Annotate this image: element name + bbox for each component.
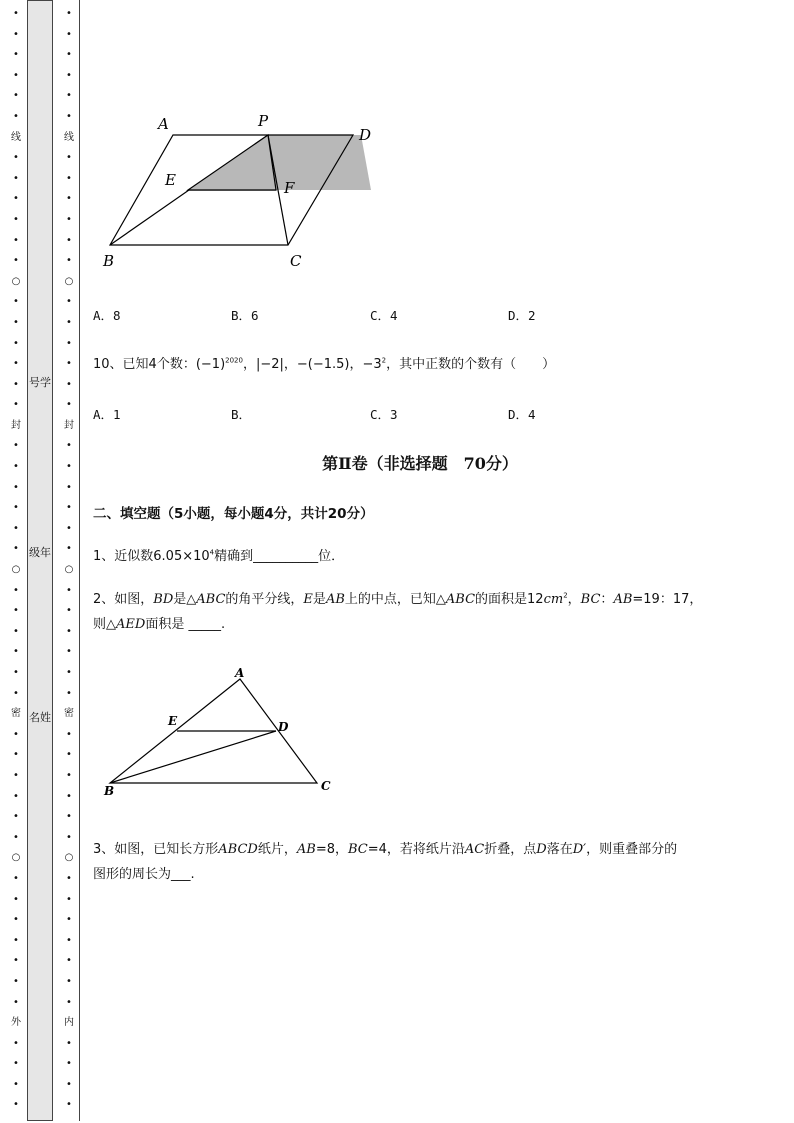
left-dotted-column [11,4,21,1116]
q9-option-b: B．6 [231,308,259,323]
dot: • [66,872,72,884]
dot: • [66,255,72,267]
dot: • [66,172,72,184]
dot: • [13,193,19,205]
fill-question-2-line1: 2、如图，BD是△ABC的角平分线，E是AB上的中点，已知△ABC的面积是$12cm^2$，BC：AB=19：17， [93,591,703,607]
dot: • [13,543,19,555]
label-E: E [168,714,178,728]
dot: • [66,955,72,967]
circle-marker: ○ [11,564,21,576]
dot: • [13,337,19,349]
dot: • [13,811,19,823]
dot: • [13,1099,19,1111]
seal-line-label: 封 [64,419,74,431]
label-E: E [165,171,176,189]
parallelogram-figure [95,108,385,278]
student-number-label: 号学 [29,376,51,389]
section-subtitle: 二、填空题（5小题，每小题4分，共计20分） [93,506,374,522]
dot: • [66,996,72,1008]
dot: • [66,646,72,658]
dot: • [66,399,72,411]
label-D: D [359,126,372,144]
dot: • [66,358,72,370]
dot: • [13,110,19,122]
dot: • [13,872,19,884]
q9-option-a: A．8 [93,308,121,323]
fill-question-3-line1: 3、如图，已知长方形ABCD纸片，AB=8，BC=4，若将纸片沿AC折叠，点D落在D′，则重叠部分的 [93,842,678,857]
q9-option-d: D．2 [508,308,536,323]
dot: • [13,234,19,246]
dot: • [66,667,72,678]
dot: • [13,28,19,40]
seal-line-label: 内 [64,1017,74,1029]
grade-label: 级年 [29,546,51,559]
fill-question-2-line2: 则△AED面积是 _____. [93,617,226,632]
circle-marker: ○ [11,275,21,287]
dot: • [66,625,72,637]
dot: • [66,193,72,205]
seal-line-label: 外 [11,1017,21,1029]
dot: • [13,934,19,946]
seal-line-label: 线 [11,131,21,143]
dot: • [13,213,19,225]
dot: • [13,996,19,1008]
dot: • [66,90,72,102]
dot: • [13,646,19,658]
dot: • [13,749,19,761]
dot: • [66,605,72,617]
dot: • [13,831,19,843]
dot: • [66,584,72,596]
dot: • [66,337,72,349]
q10-option-b: B． [231,407,252,422]
dot: • [13,687,19,699]
dot: • [66,749,72,761]
fill-question-3-line2: 图形的周长为___. [93,867,195,882]
seal-line-label: 封 [11,419,21,431]
dot: • [13,316,19,328]
q10-option-d: D．4 [508,407,536,422]
dot: • [66,811,72,823]
dot: • [66,213,72,225]
dot: • [13,769,19,781]
dot: • [66,831,72,843]
label-B: B [103,252,115,270]
dot: • [66,522,72,534]
dot: • [13,584,19,596]
seal-line-label: 密 [64,708,74,720]
label-B: B [104,784,115,798]
dot: • [13,605,19,617]
dot: • [66,28,72,40]
label-A: A [235,666,245,680]
dot: • [13,728,19,740]
circle-marker: ○ [64,564,74,576]
dot: • [66,728,72,740]
dot: • [66,1037,72,1049]
label-C: C [290,252,302,270]
dot: • [66,461,72,473]
seal-line-label: 线 [64,131,74,143]
dot: • [66,1058,72,1070]
dot: • [66,296,72,308]
dot: • [66,8,72,19]
dot: • [13,8,19,19]
dot: • [13,440,19,452]
dot: • [13,502,19,514]
label-A: A [158,115,169,133]
circle-marker: ○ [64,852,74,864]
q9-option-c: C．4 [370,308,398,323]
dot: • [66,769,72,781]
dot: • [13,1058,19,1070]
dot: • [13,522,19,534]
label-P: P [258,112,269,130]
dot: • [13,667,19,678]
dot: • [13,955,19,967]
dot: • [13,90,19,102]
dot: • [13,481,19,493]
dot: • [13,914,19,926]
dot: • [66,1078,72,1090]
seal-line-label: 密 [11,708,21,720]
dot: • [66,316,72,328]
q10-stem: 10、已知4个数：$(-1)^{2020}$，|−2|，−(−1.5)，$-3^2$，其中正数的个数有（ ） [93,356,556,372]
dot: • [66,152,72,164]
dot: • [66,790,72,802]
dot: • [13,790,19,802]
dot: • [66,975,72,987]
dot: • [66,893,72,905]
dot: • [66,687,72,699]
dot: • [66,543,72,555]
dot: • [13,1037,19,1049]
fill-question-1: 1、近似数$6.05\times 10^4$精确到__________位． [93,548,345,564]
dot: • [13,255,19,267]
dot: • [66,934,72,946]
dot: • [66,234,72,246]
dot: • [13,893,19,905]
dot: • [66,378,72,390]
section-title: 第Ⅱ卷（非选择题 70分） [322,454,518,473]
dot: • [13,296,19,308]
label-C: C [321,779,331,793]
dot: • [13,399,19,411]
dot: • [66,481,72,493]
dot: • [66,110,72,122]
dot: • [13,152,19,164]
triangle-figure [95,665,345,805]
dot: • [13,975,19,987]
dot: • [13,172,19,184]
dot: • [66,49,72,61]
dot: • [66,502,72,514]
name-label: 名姓 [29,711,51,724]
circle-marker: ○ [64,275,74,287]
label-F: F [284,179,295,197]
dot: • [66,1099,72,1111]
label-D: D [278,720,289,734]
q10-option-c: C．3 [370,407,398,422]
dot: • [13,625,19,637]
dot: • [13,461,19,473]
circle-marker: ○ [11,852,21,864]
dot: • [66,914,72,926]
q10-option-a: A．1 [93,407,121,422]
dot: • [66,440,72,452]
dot: • [13,1078,19,1090]
inner-dotted-column [64,4,74,1116]
dot: • [13,358,19,370]
dot: • [13,69,19,81]
dot: • [13,49,19,61]
dot: • [13,378,19,390]
dot: • [66,69,72,81]
